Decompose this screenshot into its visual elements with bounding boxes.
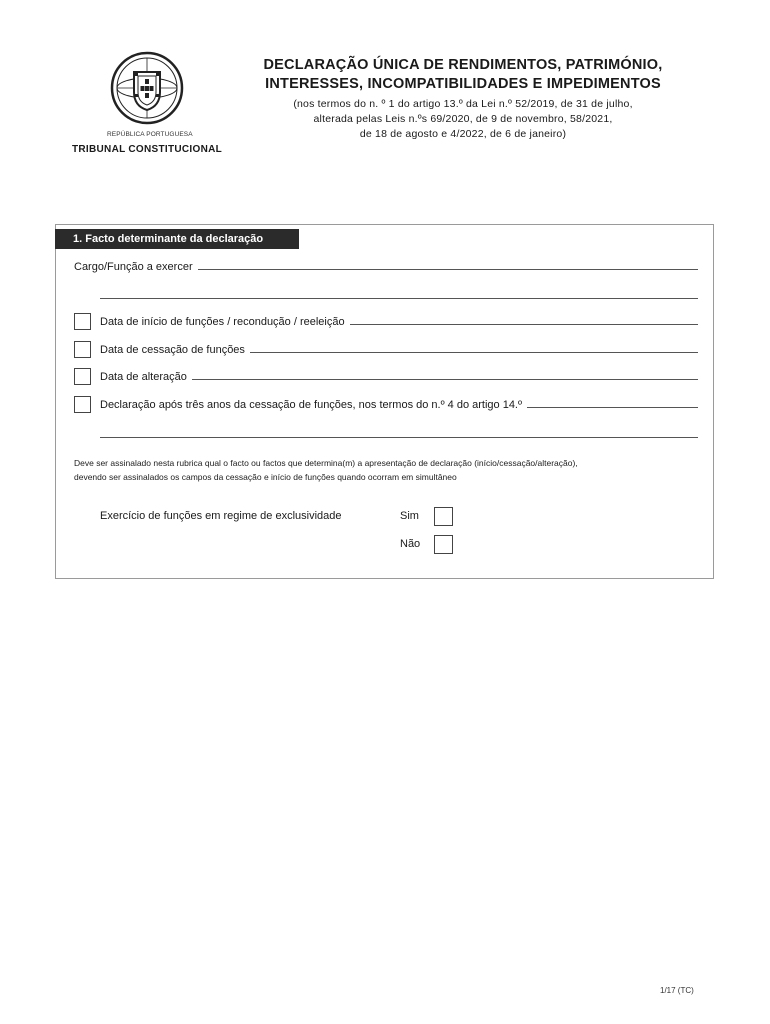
cessation-date-label: Data de cessação de funções [100, 344, 245, 356]
subtitle-line-1: (nos termos do n. º 1 do artigo 13.º da Lei n.º 52/2019, de 31 de julho, [293, 98, 633, 110]
three-years-label: Declaração após três anos da cessação de funções, nos termos do n.º 4 do artigo 14.º [100, 399, 523, 411]
cargo-field[interactable] [74, 261, 698, 273]
tribunal-label: TRIBUNAL CONSTITUCIONAL [72, 144, 223, 155]
section-1-heading: 1. Facto determinante da declaração [55, 229, 299, 249]
three-years-input-line[interactable] [527, 407, 698, 408]
three-years-field[interactable] [100, 399, 698, 411]
subtitle-line-2: alterada pelas Leis n.ºs 69/2020, de 9 de novembro, 58/2021, [313, 113, 613, 125]
portuguese-coat-of-arms-icon [106, 50, 188, 126]
no-checkbox[interactable] [434, 535, 453, 554]
section-1-box [55, 224, 714, 579]
title-line-1: DECLARAÇÃO ÚNICA DE RENDIMENTOS, PATRIMÓNIO, [263, 57, 663, 73]
document-title [228, 56, 698, 94]
note-line-1: Deve ser assinalado nesta rubrica qual o facto ou factos que determina(m) a apresentação de declaração (início/cessação/alteração), [74, 458, 578, 468]
exclusivity-label: Exercício de funções em regime de exclusividade [100, 510, 342, 522]
start-date-label: Data de início de funções / recondução / reeleição [100, 316, 345, 328]
start-date-checkbox[interactable] [74, 313, 91, 330]
cessation-date-field[interactable] [100, 344, 698, 356]
yes-label: Sim [400, 510, 419, 522]
title-line-2: INTERESSES, INCOMPATIBILIDADES E IMPEDIMENTOS [265, 76, 661, 92]
no-label: Não [400, 538, 421, 550]
cessation-date-input-line[interactable] [250, 352, 698, 353]
page-number: 1/17 (TC) [660, 986, 694, 995]
three-years-checkbox[interactable] [74, 396, 91, 413]
start-date-field[interactable] [100, 316, 698, 328]
three-years-continuation-line[interactable] [100, 437, 698, 438]
instruction-note [74, 456, 704, 484]
cargo-label: Cargo/Função a exercer [74, 261, 193, 273]
change-date-field[interactable] [100, 371, 698, 383]
cessation-date-checkbox[interactable] [74, 341, 91, 358]
note-line-2: devendo ser assinalados os campos da cessação e início de funções quando ocorram em simultâneo [74, 472, 457, 482]
start-date-input-line[interactable] [350, 324, 698, 325]
document-subtitle [228, 97, 698, 142]
cargo-input-line[interactable] [198, 269, 698, 270]
change-date-checkbox[interactable] [74, 368, 91, 385]
change-date-label: Data de alteração [100, 371, 187, 383]
subtitle-line-3: de 18 de agosto e 4/2022, de 6 de janeiro) [359, 128, 567, 140]
cargo-continuation-line[interactable] [100, 298, 698, 299]
yes-checkbox[interactable] [434, 507, 453, 526]
change-date-input-line[interactable] [192, 379, 698, 380]
republic-label: REPÚBLICA PORTUGUESA [107, 131, 193, 138]
